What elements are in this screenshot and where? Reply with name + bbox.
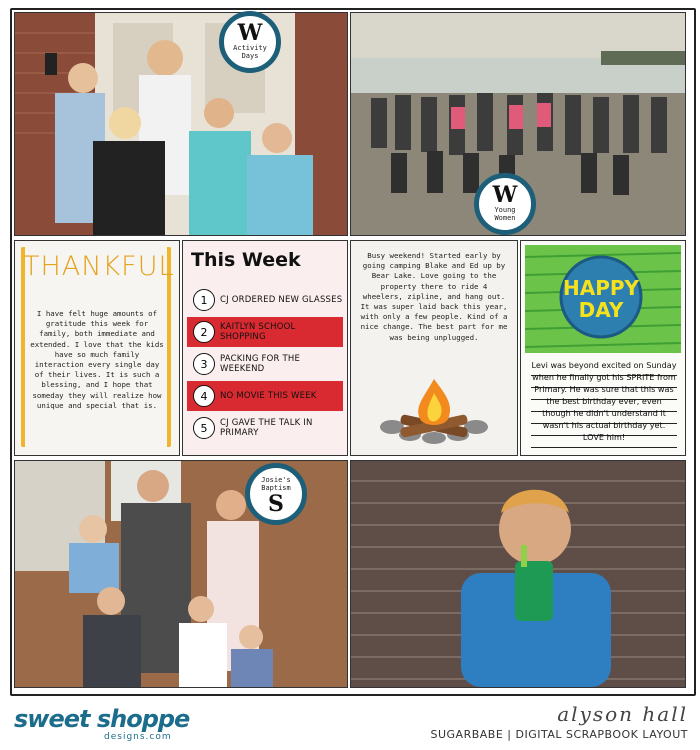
this-week-item-number: 4 [193,385,215,407]
this-week-item-text: NO MOVIE THIS WEEK [220,391,317,401]
badge-label: Days [241,52,259,60]
thankful-title: THANKFUL [23,251,175,282]
this-week-card [182,240,348,456]
this-week-item-number: 3 [193,353,215,375]
this-week-title: This Week [191,249,301,271]
baptism-badge [245,463,307,525]
this-week-item-number: 1 [193,289,215,311]
photo-family-porch [14,12,348,236]
badge-letter: W [492,182,518,208]
this-week-item [187,381,343,411]
brand-logo: sweet shoppe [14,705,190,733]
weekend-journal-text: Busy weekend! Started early by going camping Blake and Ed up by Bear Lake. Love going to the property there to ride 4 wheelers, zipline, and hang out. It was super laid back this year, with only a few people. Kind of a nice change. The best part for me was being unplugged. [360,251,508,342]
photo-family-porch-image [15,13,347,235]
this-week-item-number: 2 [193,321,215,343]
photo-boy-soda [350,460,686,688]
this-week-item [187,285,343,315]
badge-label: Activity [233,44,267,52]
young-women-badge [474,173,536,235]
author-name: alyson hall [557,702,688,726]
happy-day-line2: DAY [578,298,624,322]
badge-letter: S [268,491,284,517]
this-week-item-text: KAITLYN SCHOOL SHOPPING [220,322,296,342]
badge-label: Josie's [261,476,291,484]
badge-label: Baptism [261,484,291,492]
happy-day-button-graphic [525,245,681,353]
this-week-item [187,413,343,443]
activity-days-badge [219,11,281,73]
happy-day-card [520,240,686,456]
this-week-item-number: 5 [193,417,215,439]
happy-day-banner [525,245,681,353]
weekend-journal-card [350,240,518,456]
photo-boy-soda-image [351,461,685,687]
thankful-card [14,240,180,456]
happy-day-journal-text: Levi was beyond excited on Sunday when he finally got his SPRITE from Primary. He was sure that this was the best birthday ever, even though he didn't understand it wasn't his actual birthday yet. LOVE him! [531,360,677,442]
this-week-item-text: PACKING FOR THE WEEKEND [220,354,301,374]
thankful-body: I have felt huge amounts of gratitude this week for family, both immediate and extended. I love that the kids have so much family interaction every single day of their lives. It is such a blessing, and I hope that someday they will realize how unique and special that is. [30,309,164,410]
this-week-item [187,317,343,347]
badge-letter: W [237,20,263,46]
badge-label: Young [494,206,516,214]
layout-credit: SUGARBABE | DIGITAL SCRAPBOOK LAYOUT [430,728,688,741]
campfire-icon [374,375,494,445]
this-week-item-text: CJ ORDERED NEW GLASSES [220,295,343,305]
badge-label: Women [494,214,516,222]
happy-day-line1: HAPPY [562,276,640,300]
this-week-item [187,349,343,379]
this-week-item-text: CJ GAVE THE TALK IN PRIMARY [220,418,313,438]
brand-logo-sub: designs.com [104,732,172,742]
